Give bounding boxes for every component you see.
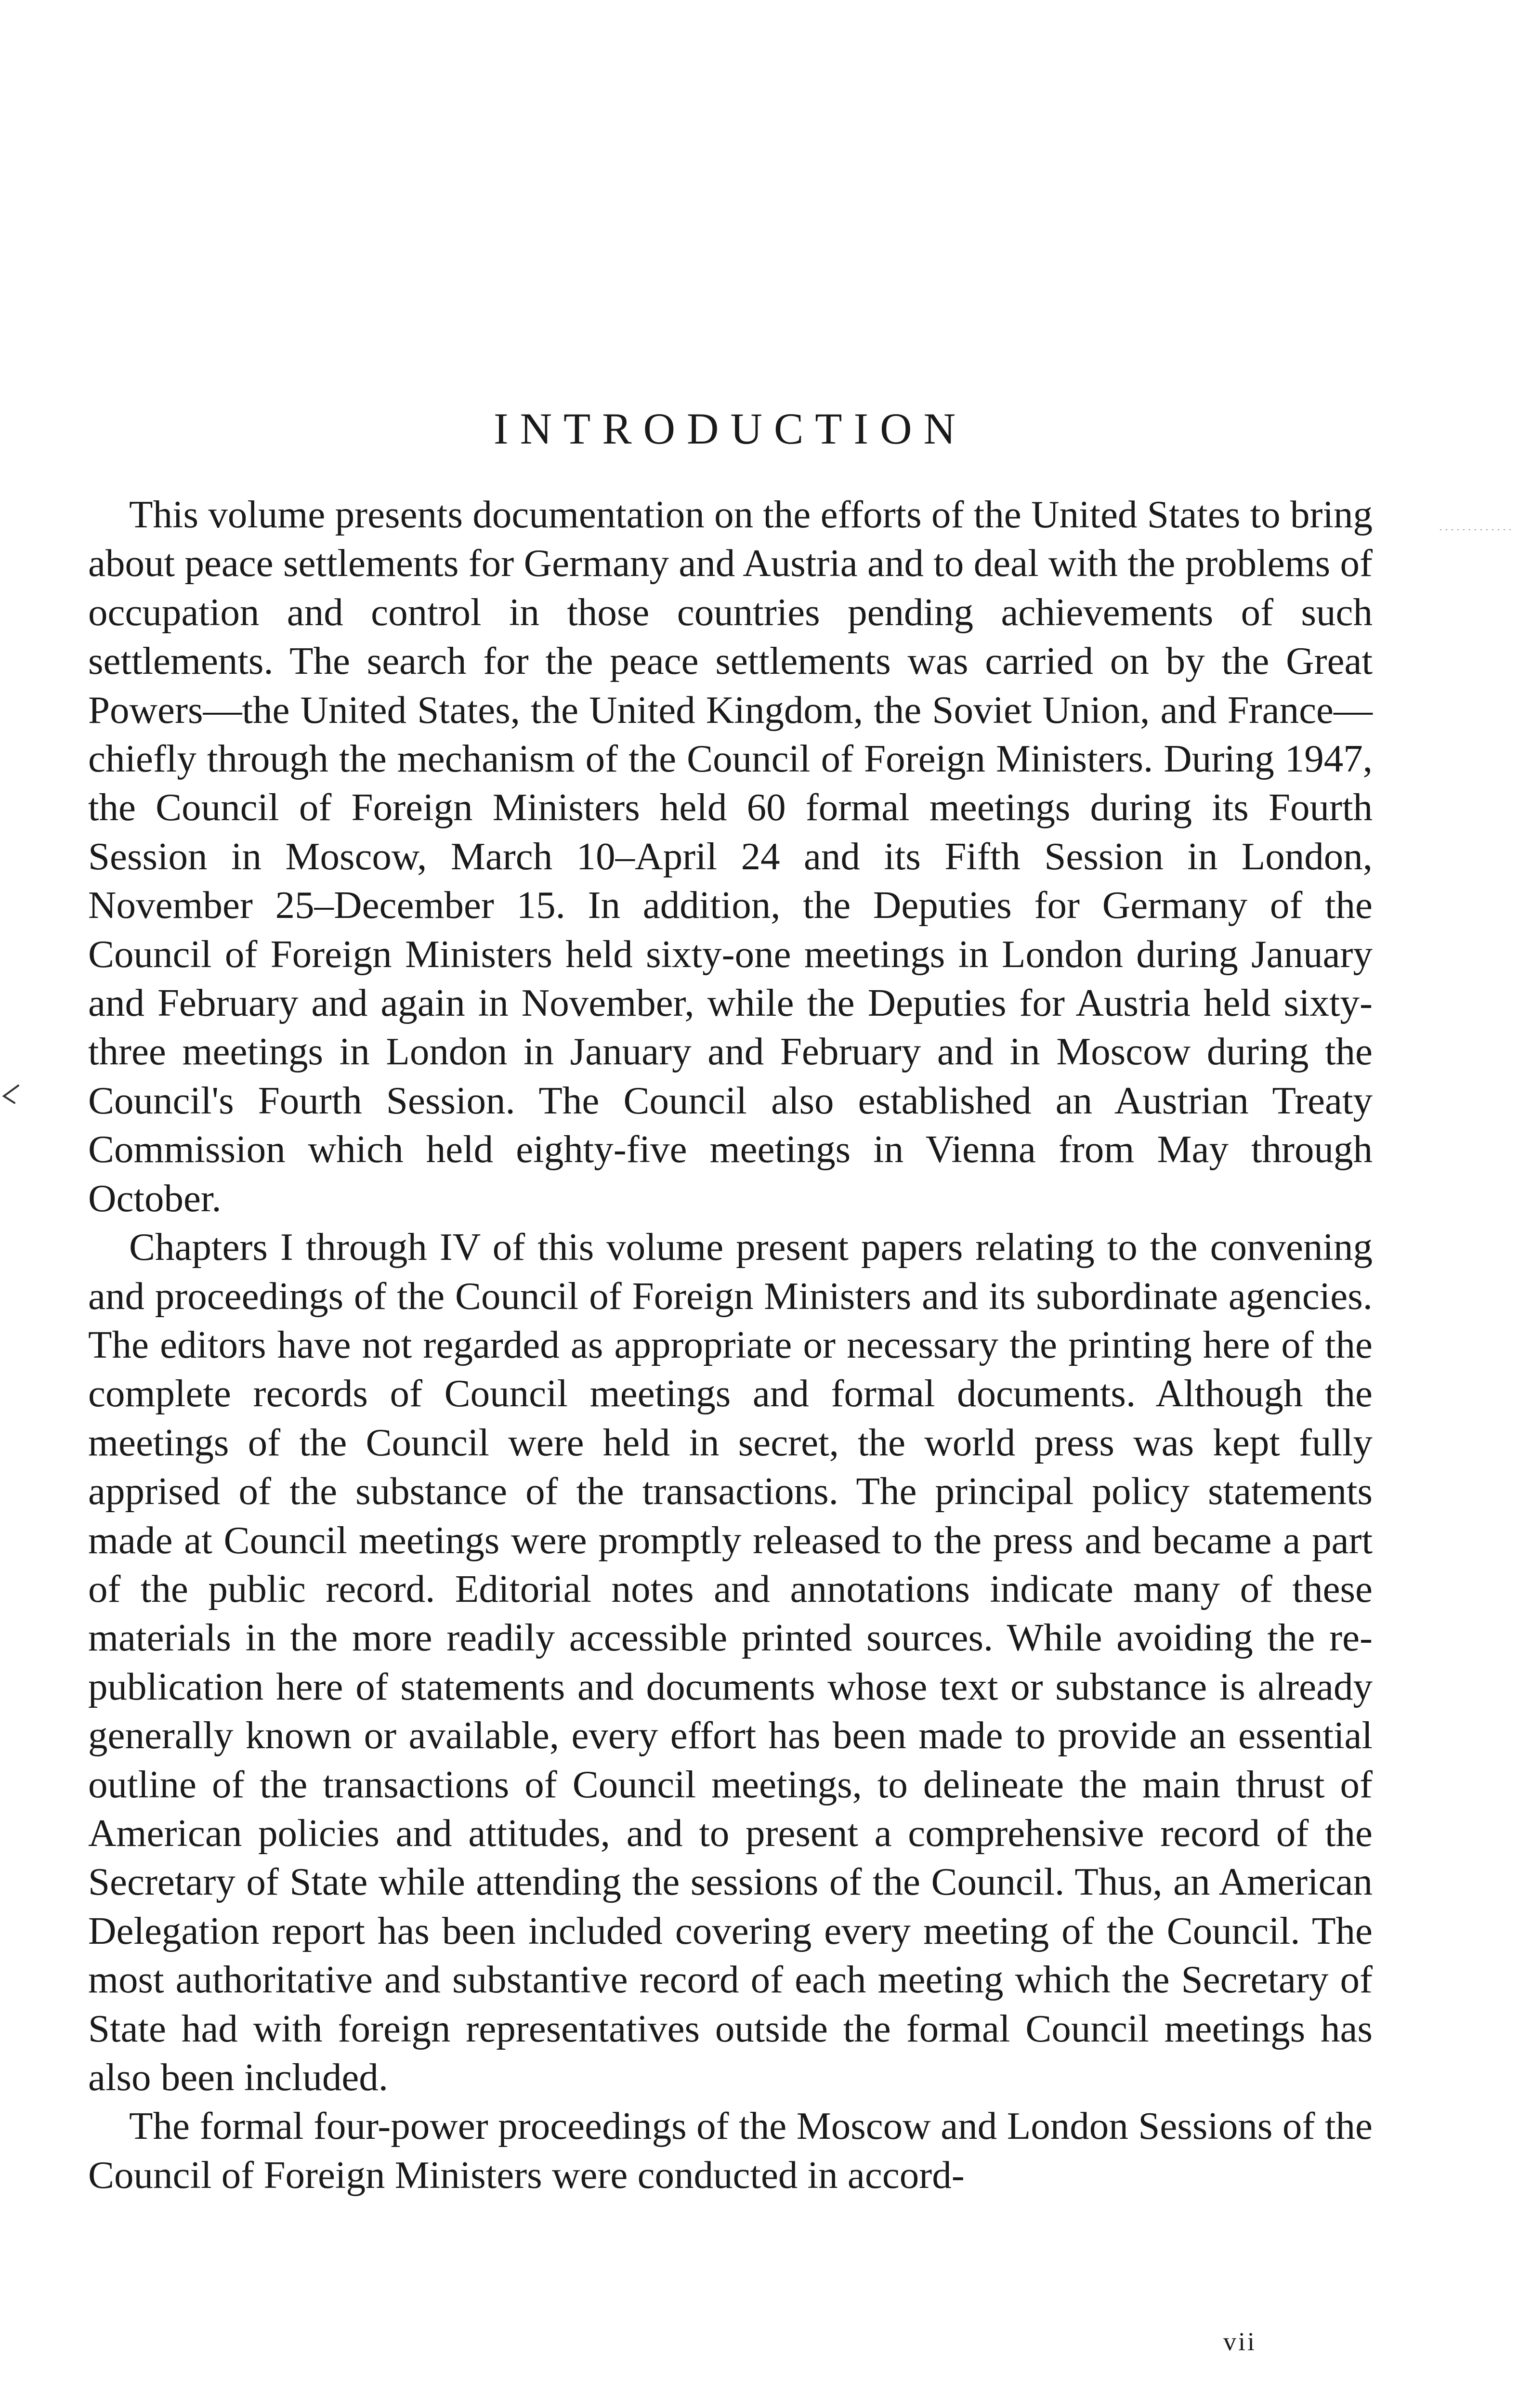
body-text <box>88 490 1373 2199</box>
margin-dots <box>1440 529 1512 531</box>
paragraph: This volume presents documentation on the efforts of the United States to bring about peace settlements for Germany and Austria and to deal with the problems of occupation and control in those countries pending achievements of such settlements. The search for the peace settlements was carried on by the Great Powers—the United States, the United Kingdom, the Soviet Union, and France—chiefly through the mechanism of the Council of Foreign Ministers. During 1947, the Council of Foreign Ministers held 60 formal meetings during its Fourth Session in Moscow, March 10–April 24 and its Fifth Session in London, November 25–December 15. In addition, the Deputies for Germany of the Council of Foreign Ministers held sixty-one meetings in London during January and February and again in November, while the Deputies for Austria held sixty-three meetings in London in January and February and in Moscow during the Council's Fourth Session. The Council also established an Austrian Treaty Commission which held eighty-five meetings in Vienna from May through October. <box>88 493 1373 1220</box>
page-title: INTRODUCTION <box>493 404 968 453</box>
paragraph: Chapters I through IV of this volume present papers relating to the convening and proceedings of the Council of Foreign Ministers and its subordinate agencies. The editors have not regarded as appropriate or necessary the printing here of the complete records of Council meetings and formal documents. Although the meetings of the Council were held in secret, the world press was kept fully apprised of the substance of the transactions. The principal policy statements made at Council meetings were promptly released to the press and became a part of the public record. Editorial notes and annotations indicate many of these materials in the more readily accessible printed sources. While avoiding the re-publication here of statements and documents whose text or substance is already generally known or available, every effort has been made to provide an essential outline of the transactions of Council meetings, to delineate the main thrust of American policies and attitudes, and to present a comprehensive record of the Secretary of State while attending the sessions of the Council. Thus, an American Delegation report has been included covering every meeting of the Council. The most authoritative and substantive record of each meeting which the Secretary of State had with foreign representatives outside the formal Council meetings has also been included. <box>88 1225 1373 2099</box>
paragraph: The formal four-power proceedings of the Moscow and London Sessions of the Council of Foreign Ministers were conducted in accord- <box>88 2104 1373 2197</box>
margin-pencil-mark <box>0 1084 21 1105</box>
page-number: vii <box>1223 2327 1257 2356</box>
